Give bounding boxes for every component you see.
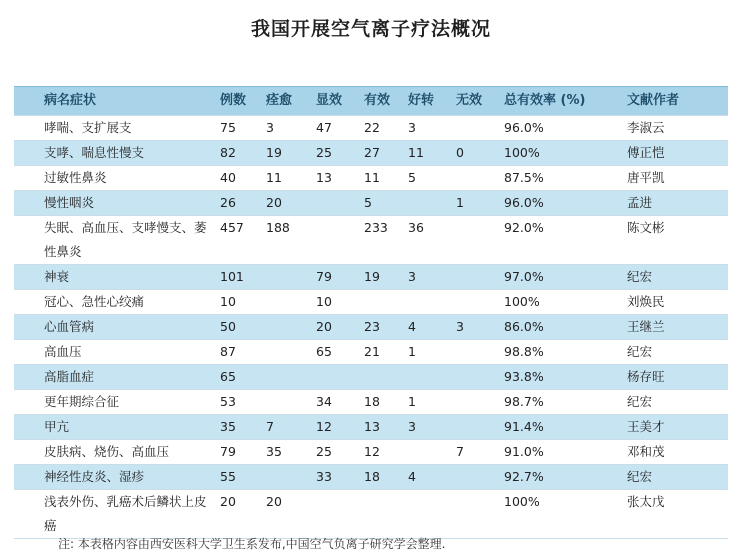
cell-cured: 19 <box>266 145 282 160</box>
cell-total-rate: 86.0% <box>504 319 544 334</box>
cell-author: 傅正恺 <box>627 145 665 160</box>
cell-effective: 233 <box>364 220 388 235</box>
cell-ineffective: 7 <box>456 444 464 459</box>
cell-disease: 支哮、喘息性慢支 <box>44 145 145 160</box>
table-row <box>14 365 728 390</box>
cell-total-rate: 97.0% <box>504 269 544 284</box>
header-effective: 有效 <box>364 93 391 108</box>
header-ineffective: 无效 <box>456 93 483 108</box>
cell-cured: 11 <box>266 170 282 185</box>
cell-cases: 26 <box>220 195 236 210</box>
header-cured: 痊愈 <box>266 93 293 108</box>
cell-cases: 53 <box>220 394 236 409</box>
cell-cases: 79 <box>220 444 236 459</box>
cell-total-rate: 96.0% <box>504 195 544 210</box>
cell-ineffective: 3 <box>456 319 464 334</box>
footnote: 注: 本表格内容由西安医科大学卫生系发布,中国空气负离子研究学会整理. <box>58 537 446 551</box>
table-row <box>14 116 728 141</box>
cell-cases: 75 <box>220 120 236 135</box>
cell-marked: 25 <box>316 444 332 459</box>
table-row <box>14 216 728 265</box>
cell-cured: 3 <box>266 120 274 135</box>
cell-effective: 23 <box>364 319 380 334</box>
cell-improved: 3 <box>408 120 416 135</box>
cell-marked: 33 <box>316 469 332 484</box>
cell-effective: 11 <box>364 170 380 185</box>
cell-effective: 19 <box>364 269 380 284</box>
cell-improved: 4 <box>408 469 416 484</box>
cell-cases: 20 <box>220 494 236 509</box>
cell-disease: 慢性咽炎 <box>44 195 95 210</box>
cell-author: 纪宏 <box>627 469 653 484</box>
cell-disease: 失眠、高血压、支哮慢支、萎性鼻炎 <box>44 220 207 259</box>
cell-marked: 13 <box>316 170 332 185</box>
cell-total-rate: 87.5% <box>504 170 544 185</box>
table-row <box>14 415 728 440</box>
table-title: 我国开展空气离子疗法概况 <box>250 18 491 40</box>
cell-improved: 11 <box>408 145 424 160</box>
cell-cases: 87 <box>220 344 236 359</box>
cell-effective: 27 <box>364 145 380 160</box>
cell-disease: 神衰 <box>44 269 70 284</box>
cell-disease: 冠心、急性心绞痛 <box>44 294 145 309</box>
cell-total-rate: 100% <box>504 145 540 160</box>
cell-disease: 浅表外伤、乳癌术后鳞状上皮癌 <box>44 494 207 533</box>
cell-cases: 82 <box>220 145 236 160</box>
cell-author: 刘焕民 <box>627 294 665 309</box>
table-row <box>14 340 728 365</box>
cell-total-rate: 91.4% <box>504 419 544 434</box>
cell-disease: 哮喘、支扩展支 <box>44 120 132 135</box>
cell-author: 唐平凯 <box>627 170 665 185</box>
cell-cured: 20 <box>266 494 282 509</box>
cell-total-rate: 93.8% <box>504 369 544 384</box>
cell-cases: 35 <box>220 419 236 434</box>
cell-improved: 5 <box>408 170 416 185</box>
cell-author: 纪宏 <box>627 344 653 359</box>
header-marked: 显效 <box>316 93 343 108</box>
cell-ineffective: 1 <box>456 195 464 210</box>
cell-effective: 21 <box>364 344 380 359</box>
cell-disease: 过敏性鼻炎 <box>44 170 107 185</box>
table-row <box>14 166 728 191</box>
cell-cases: 101 <box>220 269 244 284</box>
header-total-rate: 总有效率 (%) <box>504 93 586 108</box>
table-row <box>14 440 728 465</box>
cell-cured: 35 <box>266 444 282 459</box>
cell-author: 邓和茂 <box>627 444 665 459</box>
cell-total-rate: 98.8% <box>504 344 544 359</box>
cell-cases: 40 <box>220 170 236 185</box>
cell-cured: 7 <box>266 419 274 434</box>
table-row <box>14 265 728 290</box>
cell-author: 陈文彬 <box>627 220 665 235</box>
cell-author: 王美才 <box>627 419 665 434</box>
header-disease: 病名症状 <box>44 93 97 108</box>
cell-effective: 22 <box>364 120 380 135</box>
cell-total-rate: 100% <box>504 294 540 309</box>
cell-total-rate: 96.0% <box>504 120 544 135</box>
cell-effective: 18 <box>364 394 380 409</box>
cell-author: 王继兰 <box>627 319 665 334</box>
cell-disease: 心血管病 <box>44 319 95 334</box>
cell-improved: 3 <box>408 269 416 284</box>
cell-cured: 188 <box>266 220 290 235</box>
cell-author: 纪宏 <box>627 269 653 284</box>
cell-cases: 65 <box>220 369 236 384</box>
table-header-row <box>14 87 728 116</box>
cell-total-rate: 92.0% <box>504 220 544 235</box>
cell-disease: 甲亢 <box>44 419 70 434</box>
cell-marked: 65 <box>316 344 332 359</box>
cell-cured: 20 <box>266 195 282 210</box>
cell-disease: 更年期综合征 <box>44 394 120 409</box>
cell-author: 纪宏 <box>627 394 653 409</box>
cell-disease: 高血压 <box>44 344 82 359</box>
table-row <box>14 490 728 539</box>
cell-disease: 神经性皮炎、湿疹 <box>44 469 145 484</box>
cell-effective: 5 <box>364 195 372 210</box>
cell-marked: 25 <box>316 145 332 160</box>
cell-author: 杨存旺 <box>627 369 665 384</box>
cell-effective: 12 <box>364 444 380 459</box>
table-row <box>14 290 728 315</box>
cell-marked: 47 <box>316 120 332 135</box>
header-cases: 例数 <box>220 93 247 108</box>
table-row <box>14 191 728 216</box>
cell-improved: 3 <box>408 419 416 434</box>
therapy-table <box>14 86 728 539</box>
cell-marked: 20 <box>316 319 332 334</box>
cell-improved: 36 <box>408 220 424 235</box>
cell-total-rate: 92.7% <box>504 469 544 484</box>
cell-effective: 13 <box>364 419 380 434</box>
cell-disease: 高脂血症 <box>44 369 95 384</box>
header-improved: 好转 <box>408 93 435 108</box>
cell-ineffective: 0 <box>456 145 464 160</box>
cell-author: 孟进 <box>627 195 653 210</box>
table-row <box>14 141 728 166</box>
cell-cases: 457 <box>220 220 244 235</box>
cell-marked: 12 <box>316 419 332 434</box>
cell-marked: 34 <box>316 394 332 409</box>
cell-improved: 1 <box>408 344 416 359</box>
cell-effective: 18 <box>364 469 380 484</box>
cell-total-rate: 100% <box>504 494 540 509</box>
table-row <box>14 465 728 490</box>
cell-author: 张太戊 <box>627 494 665 509</box>
cell-author: 李淑云 <box>627 120 665 135</box>
cell-total-rate: 98.7% <box>504 394 544 409</box>
table-row <box>14 390 728 415</box>
cell-cases: 10 <box>220 294 236 309</box>
cell-improved: 1 <box>408 394 416 409</box>
cell-improved: 4 <box>408 319 416 334</box>
cell-total-rate: 91.0% <box>504 444 544 459</box>
header-author: 文献作者 <box>627 93 680 108</box>
cell-marked: 79 <box>316 269 332 284</box>
table-row <box>14 315 728 340</box>
cell-cases: 55 <box>220 469 236 484</box>
cell-marked: 10 <box>316 294 332 309</box>
cell-cases: 50 <box>220 319 236 334</box>
cell-disease: 皮肤病、烧伤、高血压 <box>44 444 170 459</box>
